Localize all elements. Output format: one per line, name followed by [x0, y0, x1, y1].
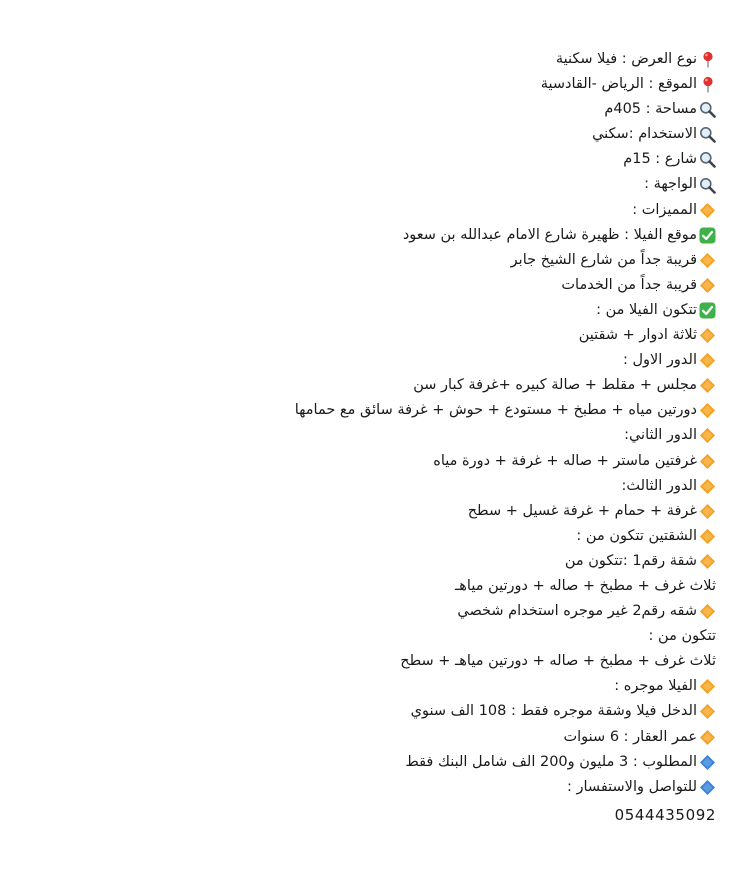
line-text: موقع الفيلا : ظهيرة شارع الامام عبدالله بن سعود	[402, 226, 697, 243]
line-text: للتواصل والاستفسار :	[566, 778, 697, 795]
contact-phone-line	[16, 803, 716, 828]
orange-diamond-icon	[699, 729, 716, 746]
line-text: شارع : 15م	[623, 151, 697, 168]
phone-number: 0544435092	[614, 805, 716, 824]
listing-line	[16, 97, 716, 122]
listing-line	[16, 147, 716, 172]
line-text: الشقتين تتكون من :	[576, 527, 697, 544]
blue-diamond-icon	[699, 754, 716, 771]
line-text: الاستخدام :سكني	[592, 126, 697, 143]
listing-line	[16, 524, 716, 549]
magnifier-icon	[699, 101, 716, 118]
listing-line	[16, 499, 716, 524]
orange-diamond-icon	[699, 453, 716, 470]
listing-line	[16, 72, 716, 97]
line-text: ثلاث غرف + مطبخ + صاله + دورتين مياهـ	[455, 577, 716, 594]
orange-diamond-icon	[699, 377, 716, 394]
orange-diamond-icon	[699, 678, 716, 695]
line-text: ثلاثة ادوار + شقتين	[578, 327, 697, 344]
orange-diamond-icon	[699, 427, 716, 444]
listing-line	[16, 373, 716, 398]
orange-diamond-icon	[699, 352, 716, 369]
line-text: الدور الثاني:	[624, 427, 697, 444]
listing-line	[16, 198, 716, 223]
blue-diamond-icon	[699, 779, 716, 796]
line-text: الفيلا موجره :	[614, 678, 697, 695]
magnifier-icon	[699, 151, 716, 168]
listing-line	[16, 449, 716, 474]
listing-line	[16, 323, 716, 348]
property-listing	[16, 47, 716, 828]
listing-line	[16, 47, 716, 72]
orange-diamond-icon	[699, 327, 716, 344]
line-text: الدخل فيلا وشقة موجره فقط : 108 الف سنوي	[410, 703, 697, 720]
listing-line	[16, 248, 716, 273]
line-text: قريبة جداً من شارع الشيخ جابر	[510, 251, 697, 268]
listing-line	[16, 549, 716, 574]
orange-diamond-icon	[699, 277, 716, 294]
magnifier-icon	[699, 126, 716, 143]
line-text: شقه رقم2 غير موجره استخدام شخصي	[457, 603, 697, 620]
line-text: مجلس + مقلط + صالة كبيره +غرفة كبار سن	[413, 377, 697, 394]
line-text: المميزات :	[632, 201, 697, 218]
line-text: غرفة + حمام + غرفة غسيل + سطح	[467, 502, 697, 519]
listing-line	[16, 172, 716, 197]
listing-line	[16, 599, 716, 624]
listing-line	[16, 699, 716, 724]
listing-line	[16, 223, 716, 248]
listing-line	[16, 775, 716, 800]
listing-line	[16, 674, 716, 699]
listing-line	[16, 423, 716, 448]
line-text: قريبة جداً من الخدمات	[561, 276, 697, 293]
listing-line	[16, 398, 716, 423]
line-text: نوع العرض : فيلا سكنية	[555, 51, 697, 67]
listing-line	[16, 474, 716, 499]
line-text: دورتين مياه + مطبخ + مستودع + حوش + غرفة سائق مع حمامها	[294, 402, 697, 419]
line-text: شقة رقم1 :تتكون من	[564, 552, 697, 569]
line-text: غرفتين ماستر + صاله + غرفة + دورة مياه	[433, 452, 697, 469]
line-text: الموقع : الرياض -القادسية	[540, 76, 697, 93]
line-text: ثلاث غرف + مطبخ + صاله + دورتين مياهـ + سطح	[400, 653, 716, 670]
line-text: المطلوب : 3 مليون و200 الف شامل البنك فقط	[405, 753, 697, 770]
orange-diamond-icon	[699, 252, 716, 269]
check-mark-icon	[699, 302, 716, 319]
listing-line	[16, 750, 716, 775]
listing-line	[16, 624, 716, 649]
listing-line	[16, 273, 716, 298]
listing-line	[16, 574, 716, 599]
line-text: تتكون من :	[648, 628, 716, 645]
orange-diamond-icon	[699, 503, 716, 520]
line-text: تتكون الفيلا من :	[596, 301, 697, 318]
orange-diamond-icon	[699, 202, 716, 219]
line-text: الدور الاول :	[622, 352, 697, 369]
pin-icon	[699, 51, 716, 68]
line-text: مساحة : 405م	[604, 101, 697, 118]
orange-diamond-icon	[699, 528, 716, 545]
orange-diamond-icon	[699, 478, 716, 495]
pin-icon	[699, 76, 716, 93]
orange-diamond-icon	[699, 703, 716, 720]
listing-line	[16, 348, 716, 373]
orange-diamond-icon	[699, 553, 716, 570]
orange-diamond-icon	[699, 402, 716, 419]
magnifier-icon	[699, 177, 716, 194]
line-text: عمر العقار : 6 سنوات	[563, 728, 697, 745]
listing-line	[16, 298, 716, 323]
line-text: الدور الثالث:	[621, 477, 697, 494]
listing-line	[16, 649, 716, 674]
check-mark-icon	[699, 227, 716, 244]
listing-line	[16, 725, 716, 750]
line-text: الواجهة :	[644, 176, 697, 193]
orange-diamond-icon	[699, 603, 716, 620]
listing-line	[16, 122, 716, 147]
